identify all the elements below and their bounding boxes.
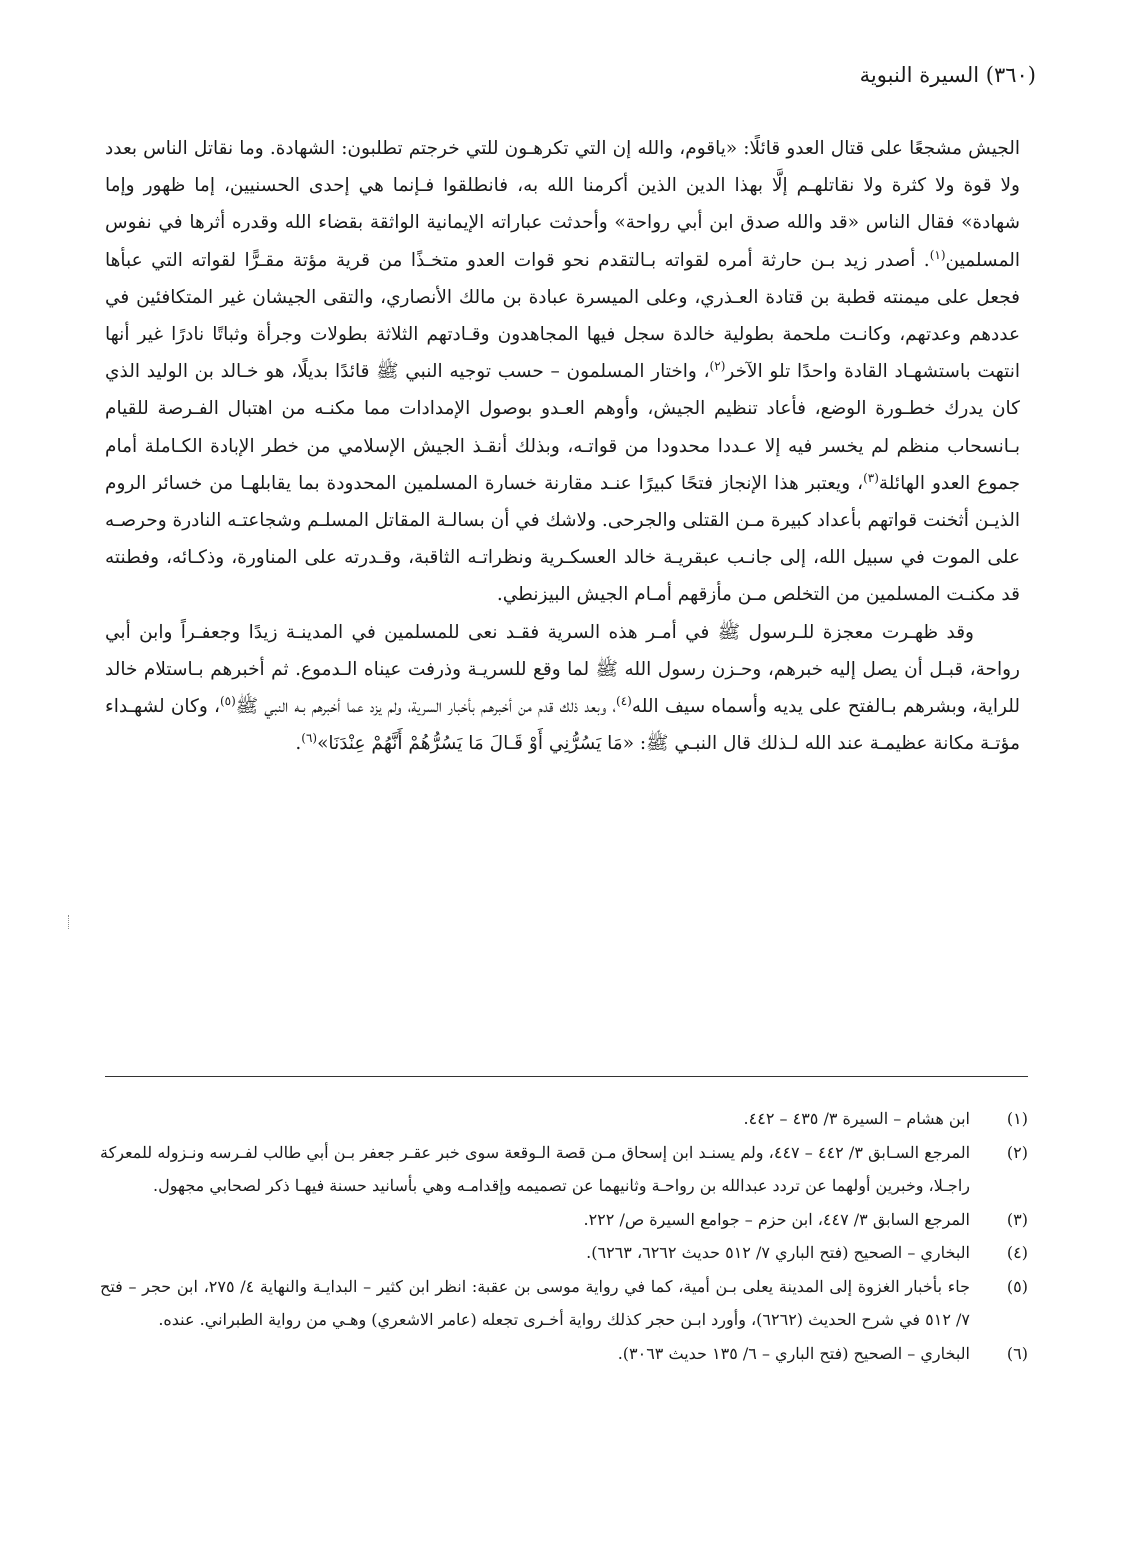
footnote-divider	[105, 1076, 1028, 1077]
footnote-text: البخاري – الصحيح (فتح الباري – ٦/ ١٣٥ حديث ٣٠٦٣).	[617, 1343, 970, 1363]
paragraph-2-text-a: وقد ظهـرت معجزة للـرسول ﷺ في أمـر هذه السرية فقـد نعى للمسلمين في المدينـة زيدًا وجعفـراً وابن أبي رواحة، قبـل أن يصل إليه خبرهم، وحـزن رسول الله ﷺ لما وقع للسريـة وذرفت عيناه الـدموع. ثم أخبرهم بـاستلام خالد للراية، وبشرهم بـالفتح على يديه وأسماه سيف الله	[105, 621, 1021, 718]
paragraph-1-text-d: ، ويعتبر هذا الإنجاز فتحًا كبيرًا عنـد مقارنة خسارة المسلمين المحدودة بما يقابلهـا من خسائر الروم الذيـن أثخنت قواتهم بأعداد كبيرة مـن القتلى والجرحى. ولاشك في أن بسالـة المقاتل المسلـم وشجاعتـه النادرة وحرصـه على الموت في سبيل الله، إلى جانـب عبقريـة خالد العسكـرية ونظراتـه الثاقبة، وقـدرته على المناورة، وذكـائه، وفطنته قد مكنـت المسلمين من التخلص مـن مأزقهم أمـام الجيش البيزنطي.	[105, 472, 1020, 606]
footnote-ref-4: (٤)	[616, 693, 632, 708]
footnote-ref-5: (٥)	[219, 693, 236, 708]
footnote-text: البخاري – الصحيح (فتح الباري ٧/ ٥١٢ حديث ٦٢٦٢، ٦٢٦٣).	[586, 1243, 970, 1262]
footnote-ref-1: (١)	[929, 247, 946, 262]
footnote-4	[100, 1236, 1028, 1270]
main-text	[105, 130, 1020, 762]
footnote-number: (٤)	[1006, 1243, 1028, 1262]
footnote-number: (٣)	[1006, 1209, 1028, 1229]
footnote-text: المرجع السابق ٣/ ٤٤٧، ابن حزم – جوامع السيرة ص/ ٢٢٢.	[583, 1209, 970, 1229]
footnote-5	[100, 1270, 1028, 1337]
footnote-number: (٦)	[1006, 1343, 1028, 1363]
paragraph-2-text-d: .	[295, 733, 302, 755]
footnote-number: (٥)	[1006, 1276, 1028, 1296]
footnote-text: جاء بأخبار الغزوة إلى المدينة يعلى بـن أمية، كما في رواية موسى بن عقبة: انظر ابن كثير – البدايـة والنهاية ٤/ ٢٧٥، ابن حجر – فتح ٧/ ٥١٢ في شرح الحديث (٦٢٦٢)، وأورد ابـن حجر كذلك رواية أخـرى تجعله (عامر الاشعري) وهـي من رواية الطبراني. عنده.	[100, 1276, 971, 1329]
footnote-ref-3: (٣)	[863, 470, 879, 485]
paragraph-1	[105, 130, 1020, 614]
footnotes	[100, 1102, 1028, 1370]
paragraph-1-text-c: ، واختار المسلمون – حسب توجيه النبي ﷺ قائدًا بديلًا، هو خـالد بن الوليد الذي كان يدرك خطـورة الوضع، فأعاد تنظيم الجيش، وأوهم العـدو بوصول الإمدادات مما مكنـه من اهتبال الفـرصة للقيام بـانسحاب منظم لم يخسر فيه إلا عـددا محدودا من قواتـه، وبذلك أنقـذ الجيش الإسلامي من خطر الإبادة الكـاملة أمام جموع العدو الهائلة	[105, 361, 1021, 494]
footnote-ref-2: (٢)	[709, 359, 726, 374]
footnote-6	[100, 1337, 1028, 1371]
paragraph-1-text-a: الجيش مشجعًا على قتال العدو قائلًا: «ياقوم، والله إن التي تكرهـون للتي خرجتم تطلبون: الشهادة. وما نقاتل الناس بعدد ولا قوة ولا كثرة ولا نقاتلهـم إلَّا بهذا الدين الذين أكرمنا الله به، فانطلقوا فـإنما هي إحدى الحسنيين، إما ظهور وإما شهادة» فقال الناس «قد والله صدق ابن أبي رواحة» وأحدثت عباراته الإيمانية الواثقة بقضاء الله وقدره أثرها في نفوس المسلمين	[105, 138, 1020, 271]
running-header	[860, 60, 1036, 90]
footnote-text: المرجع السـابق ٣/ ٤٤٢ – ٤٤٧، ولم يسنـد ابن إسحاق مـن قصة الـوقعة سوى خبر عقـر جعفر بـن أبي طالب لفـرسه ونـزوله للمعركة راجـلا، وخبرين أولهما عن تردد عبدالله بن رواحـة وثانيهما عن تصميمه وإقدامـه وهي بأسانيد حسنة فيهـا ذكر لصحابي مجهول.	[100, 1142, 971, 1195]
footnote-ref-6: (٦)	[301, 731, 318, 746]
footnote-1	[100, 1102, 1028, 1136]
running-title: (٣٦٠) السيرة النبوية	[859, 63, 1036, 87]
margin-mark	[68, 915, 69, 929]
footnote-number: (٢)	[1006, 1142, 1028, 1162]
footnote-2	[100, 1136, 1028, 1203]
paragraph-2	[105, 614, 1020, 763]
paragraph-2-text-b: ، وبعد ذلك قدم من أخبرهـم بأخبار السرية، ولم يزد عما أخبرهم بـه النبي ﷺ	[235, 696, 617, 718]
paragraph-2-text-c: ، وكان لشهـداء مؤتـة مكانة عظيمـة عند الله لـذلك قال النبـي ﷺ: «مَا يَسُرُّنِي أَوْ قَـالَ مَا يَسُرُّهُمْ أَنَّهُمْ عِنْدَنَا»	[105, 696, 1020, 755]
footnote-3	[100, 1203, 1028, 1237]
footnote-text: ابن هشام – السيرة ٣/ ٤٣٥ – ٤٤٢.	[743, 1109, 970, 1128]
footnote-number: (١)	[1006, 1109, 1028, 1128]
paragraph-1-text-b: . أصدر زيد بـن حارثة أمره لقواته بـالتقدم نحو قوات العدو متخـذًا من قرية مؤتة مقـرًّا لقواته التي عبأها فجعل على ميمنته قطبة بن قتادة العـذري، وعلى الميسرة عبادة بن مالك الأنصاري، والتقى الجيشان غير المتكافئين في عددهم وعدتهم، وكانـت ملحمة بطولية خالدة سجل فيها المجاهدون وقـادتهم الثلاثة بطولات وجرأة وثباتًا نادرًا غير أنها انتهت باستشهـاد القادة واحدًا تلو الآخر	[105, 249, 1020, 383]
